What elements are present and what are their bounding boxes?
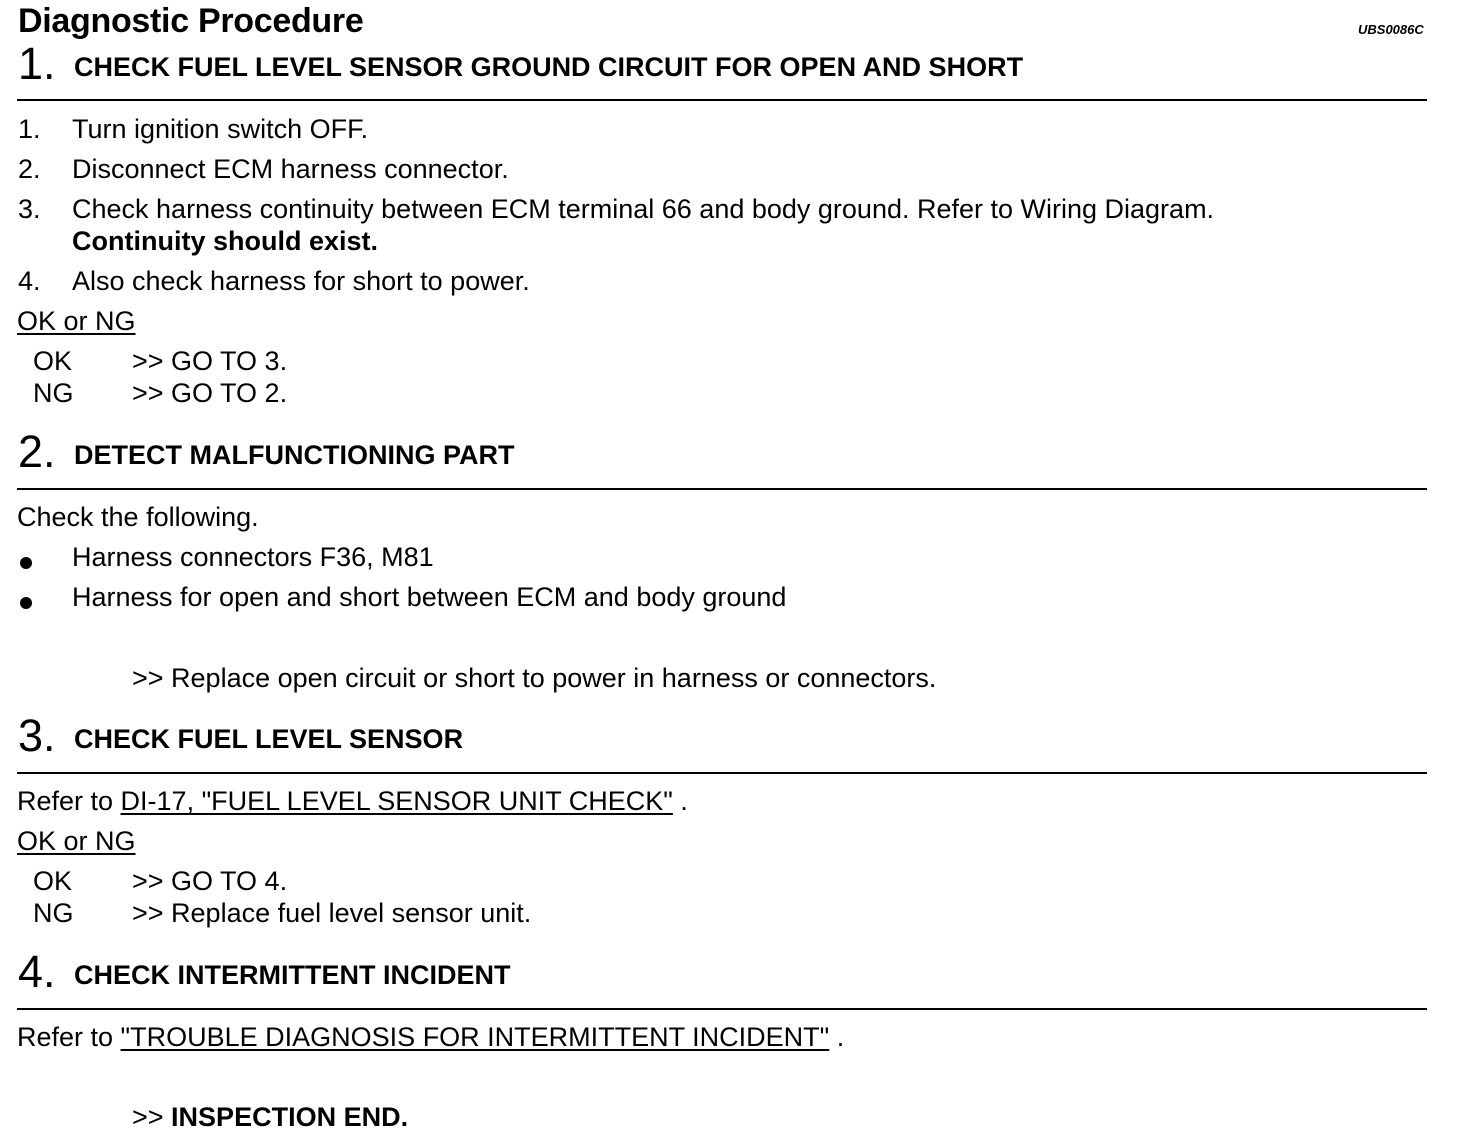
result-ng-label: NG — [33, 898, 74, 928]
item-number: 1. — [18, 114, 41, 144]
instruction-text: Check harness continuity between ECM terminal 66 and body ground. Refer to Wiring Diagram. — [72, 194, 1215, 224]
bullet-item: Harness connectors F36, M81 — [72, 542, 434, 572]
repair-action: >> Replace open circuit or short to power in harness or connectors. — [132, 663, 937, 693]
item-number: 3. — [18, 194, 41, 224]
bullet-item: Harness for open and short between ECM and body ground — [72, 582, 787, 612]
instruction-text: Disconnect ECM harness connector. — [72, 154, 509, 184]
instruction-text: Also check harness for short to power. — [72, 266, 530, 296]
step-number: 1. — [18, 38, 56, 89]
result-ng-action: >> Replace fuel level sensor unit. — [132, 898, 532, 928]
reference-link-fuel-level-sensor-unit-check[interactable]: DI-17, "FUEL LEVEL SENSOR UNIT CHECK" — [120, 786, 673, 816]
step-divider — [17, 1008, 1427, 1010]
inspection-end — [132, 1102, 408, 1133]
reference-link-intermittent-incident[interactable]: "TROUBLE DIAGNOSIS FOR INTERMITTENT INCIDENT" — [120, 1022, 830, 1052]
specification-note: Continuity should exist. — [72, 226, 379, 256]
judgement-label: OK or NG — [17, 826, 136, 856]
judgement-label: OK or NG — [17, 306, 136, 336]
instruction-text: Turn ignition switch OFF. — [72, 114, 369, 144]
page-title: Diagnostic Procedure — [18, 2, 364, 40]
step-title: CHECK FUEL LEVEL SENSOR GROUND CIRCUIT FOR OPEN AND SHORT — [74, 52, 1024, 82]
step-title: CHECK INTERMITTENT INCIDENT — [74, 960, 511, 990]
reference-suffix: . — [672, 786, 688, 816]
check-intro: Check the following. — [17, 502, 259, 532]
step-number: 2. — [18, 426, 56, 477]
reference-suffix: . — [829, 1022, 845, 1052]
step-divider — [17, 488, 1427, 490]
reference-prefix: Refer to — [17, 786, 121, 816]
reference-line — [17, 1022, 844, 1053]
step-divider — [17, 99, 1427, 101]
step-title: CHECK FUEL LEVEL SENSOR — [74, 724, 464, 754]
step-number: 3. — [18, 710, 56, 761]
item-number: 2. — [18, 154, 41, 184]
reference-line — [17, 786, 688, 817]
end-text: INSPECTION END. — [171, 1102, 409, 1132]
end-prefix: >> — [132, 1102, 172, 1132]
step-divider — [17, 772, 1427, 774]
bullet-icon — [20, 597, 32, 609]
result-ok-label: OK — [33, 346, 73, 376]
result-ok-action: >> GO TO 4. — [132, 866, 288, 896]
document-code: UBS0086C — [1358, 22, 1424, 37]
result-ng-label: NG — [33, 378, 74, 408]
step-number: 4. — [18, 946, 56, 997]
step-title: DETECT MALFUNCTIONING PART — [74, 440, 515, 470]
bullet-icon — [20, 557, 32, 569]
result-ng-action: >> GO TO 2. — [132, 378, 288, 408]
result-ok-action: >> GO TO 3. — [132, 346, 288, 376]
reference-prefix: Refer to — [17, 1022, 121, 1052]
result-ok-label: OK — [33, 866, 73, 896]
item-number: 4. — [18, 266, 41, 296]
